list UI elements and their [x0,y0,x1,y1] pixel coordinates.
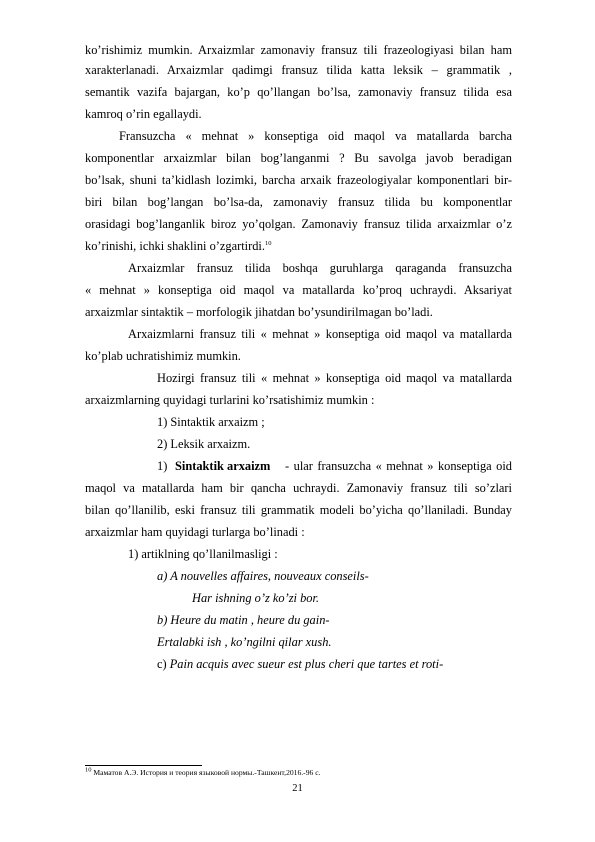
item-number: 1) [157,459,168,473]
example-french [157,656,584,672]
text-segment: - ular fransuzcha « mehnat » konseptiga oid [285,459,512,473]
paragraph-start-line: Arxaizmlarni fransuz tili « mehnat » konseptiga oid maqol va matallarda [128,327,512,341]
footnote-mark: 10 [85,766,92,774]
text-line: orasidagi bog’langanlik biroz yo’qolgan. Zamonaviy fransuz tilida arxaizmlar o’z [85,217,512,231]
paragraph-start-line: Fransuzcha « mehnat » konseptiga oid maqol va matallarda barcha [119,129,512,143]
example-translation: Ertalabki ish , ko’ngilni qilar xush. [157,635,332,649]
text-line: bo’lsak, shuni ta’kidlash lozimki, barcha arxaik frazeologiyalar komponentlari bir- [85,173,512,187]
text-line: semantik vazifa bajargan, ko’p qo’llangan bo’lsa, zamonaviy fransuz tilida esa [85,85,512,99]
footnote [85,768,320,778]
example-text: Pain acquis avec sueur est plus cheri que tartes et roti- [169,657,444,671]
text-line: arxaizmlar ham quyidagi turlarga bo’linadi : [85,525,305,539]
list-item: 2) Leksik arxaizm. [157,437,251,451]
text-line: xarakterlanadi. Arxaizmlar qadimgi fransuz tilida katta leksik – grammatik , [85,63,512,77]
text-line: arxaizmlar sintaktik – morfologik jihatdan bo’ysundirilmagan bo’ladi. [85,305,433,319]
example-translation: Har ishning o’z ko’zi bor. [192,591,320,605]
list-item: 1) Sintaktik arxaizm ; [157,415,265,429]
example-label: c) [157,657,170,671]
text-line: « mehnat » konseptiga oid maqol va matallarda ko’proq uchraydi. Aksariyat [85,283,512,297]
footnote-reference: 10 [264,239,272,247]
term-heading: Sintaktik arxaizm [175,459,271,473]
text-line: ko’rishimiz mumkin. Arxaizmlar zamonaviy fransuz tili frazeologiyasi bilan ham [85,43,512,57]
numbered-heading-line [157,458,512,474]
text-line: kamroq o’rin egallaydi. [85,107,202,121]
text-line: ko’plab uchratishimiz mumkin. [85,349,241,363]
paragraph-start-line: Hozirgi fransuz tili « mehnat » konseptiga oid maqol va matallarda [157,371,512,385]
text-segment: ko’rinishi, ichki shaklini o’zgartirdi. [85,239,265,253]
text-line: maqol va matallarda ham bir qancha uchraydi. Zamonaviy fransuz tili so’zlari [85,481,512,495]
footnote-separator [85,765,202,766]
example-french: a) A nouvelles affaires, nouveaux conseils- [157,569,369,583]
text-line: bilan qo’llanilib, eski fransuz tili grammatik modeli bo’yicha qo’llaniladi. Bunday [85,503,512,517]
text-line-with-footnote-ref [85,238,512,254]
paragraph-start-line: Arxaizmlar fransuz tilida boshqa guruhlarga qaraganda fransuzcha [128,261,512,275]
footnote-text: Маматов А.Э. История и теория языковой нормы.-Ташкент,2016.-96 с. [93,768,321,777]
text-line: komponentlar arxaizmlar bilan bog’langanmi ? Bu savolga javob beradigan [85,151,512,165]
text-line: arxaizmlarning quyidagi turlarini ko’rsatishimiz mumkin : [85,393,375,407]
example-french: b) Heure du matin , heure du gain- [157,613,330,627]
page-number: 21 [292,783,303,794]
text-line: biri bilan bog’langan bo’lsa-da, zamonaviy fransuz tilida bu komponentlar [85,195,512,209]
list-item: 1) artiklning qo’llanilmasligi : [128,547,278,561]
